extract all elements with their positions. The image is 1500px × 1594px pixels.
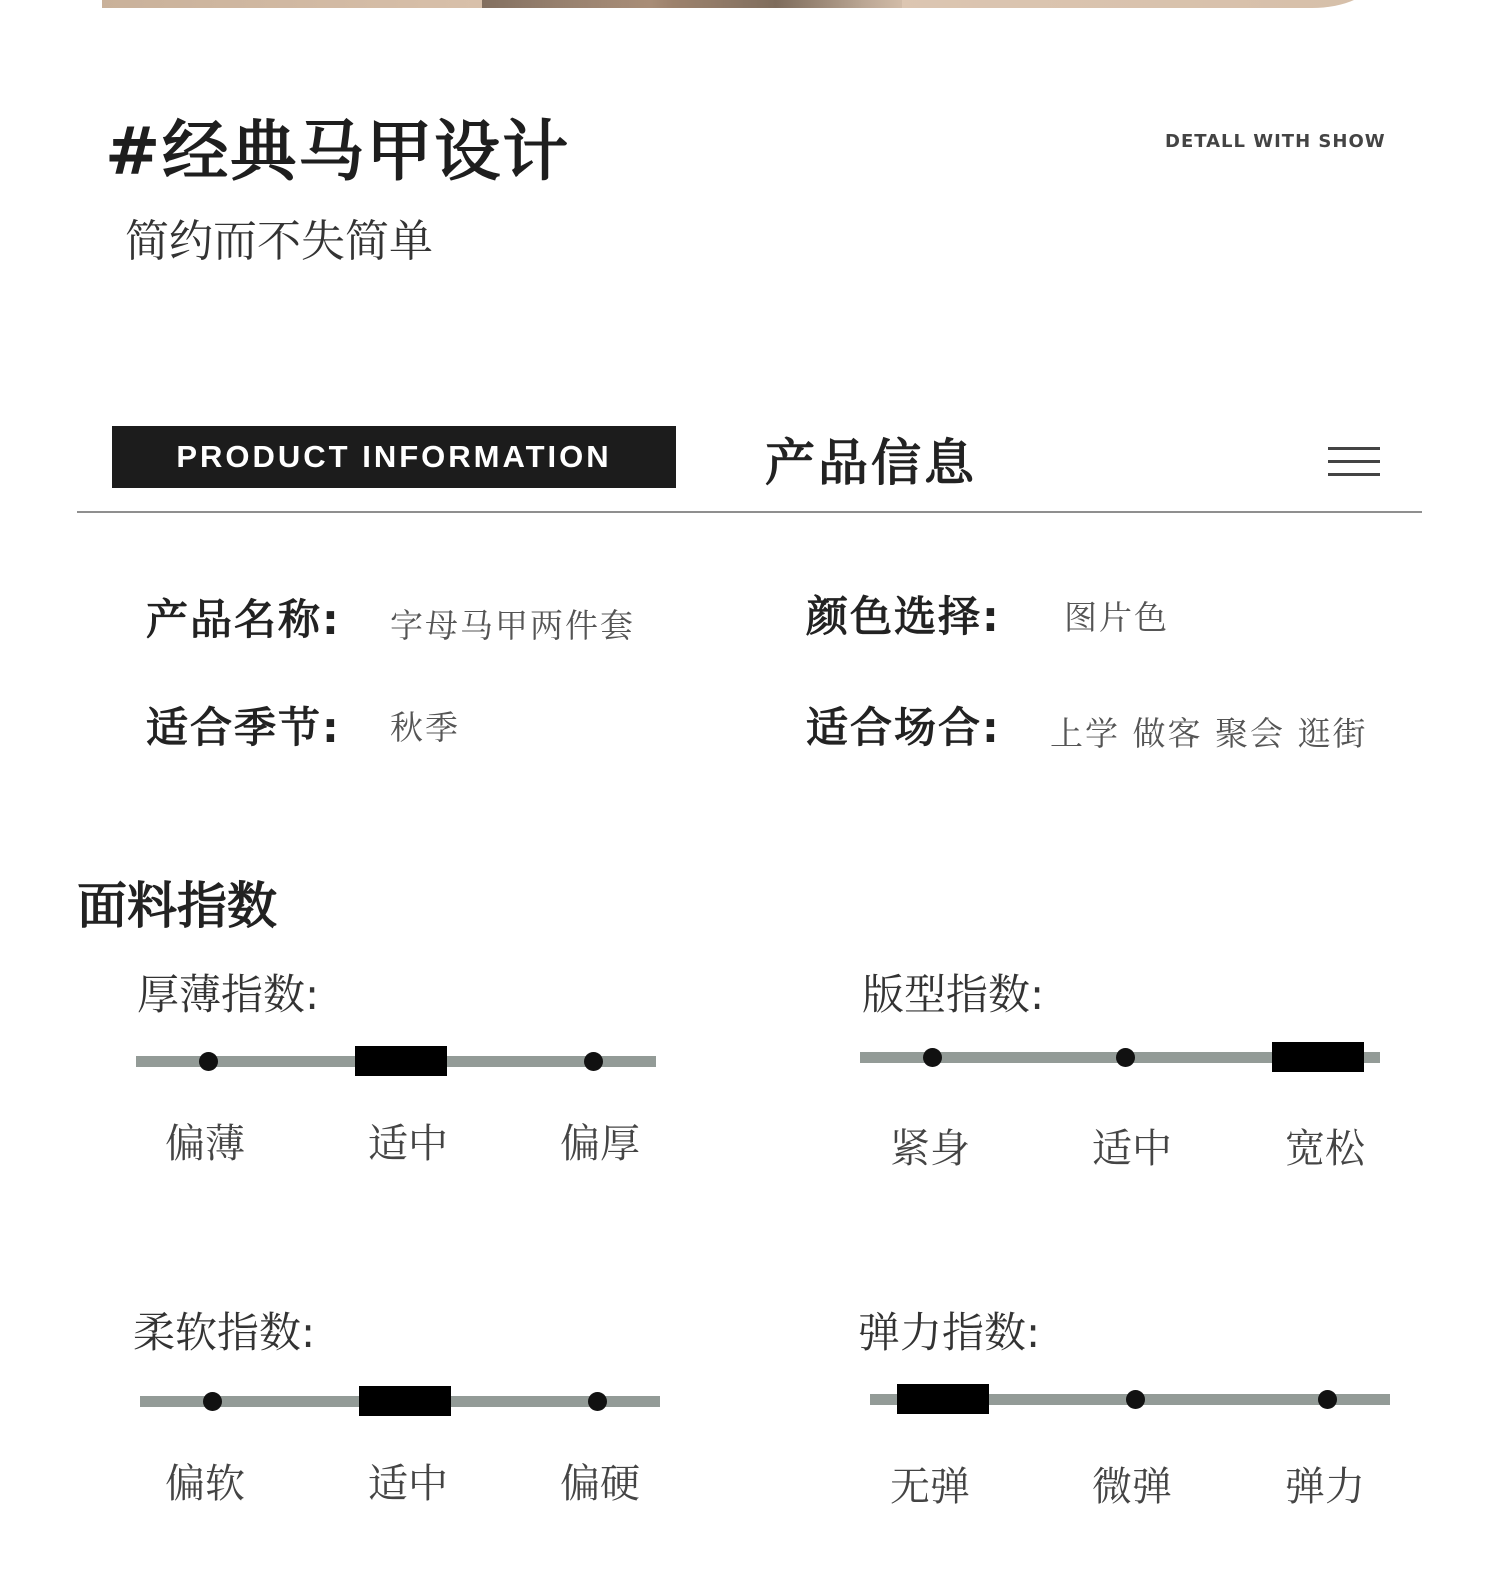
gauge-selected-marker <box>355 1046 447 1076</box>
field-label-color: 颜色选择: <box>806 592 1001 641</box>
gauge-thickness-option-0: 偏薄 <box>165 1121 245 1167</box>
gauge-elasticity <box>870 1380 1390 1420</box>
product-info-heading: 产品信息 <box>765 434 977 492</box>
gauge-softness-option-1: 适中 <box>368 1461 448 1507</box>
gauge-stop-dot <box>588 1392 607 1411</box>
gauge-fit <box>860 1038 1380 1078</box>
gauge-thickness <box>136 1042 656 1082</box>
gauge-elasticity-option-0: 无弹 <box>890 1464 970 1510</box>
gauge-title-fit: 版型指数: <box>862 970 1045 1019</box>
field-value-name: 字母马甲两件套 <box>390 606 635 645</box>
gauge-stop-dot <box>584 1052 603 1071</box>
gauge-fit-option-1: 适中 <box>1092 1126 1172 1172</box>
gauge-fit-option-2: 宽松 <box>1285 1126 1365 1172</box>
gauge-thickness-option-1: 适中 <box>368 1121 448 1167</box>
field-label-name: 产品名称: <box>146 595 341 644</box>
hamburger-menu-icon[interactable] <box>1328 447 1380 477</box>
gauge-title-softness: 柔软指数: <box>133 1308 316 1357</box>
field-value-color: 图片色 <box>1064 598 1169 637</box>
gauge-stop-dot <box>1126 1390 1145 1409</box>
gauge-elasticity-option-2: 弹力 <box>1285 1464 1365 1510</box>
gauge-thickness-option-2: 偏厚 <box>560 1121 640 1167</box>
gauge-selected-marker <box>897 1384 989 1414</box>
gauge-selected-marker <box>1272 1042 1364 1072</box>
gauge-stop-dot <box>203 1392 222 1411</box>
top-photo-strip <box>102 0 1372 8</box>
gauge-stop-dot <box>199 1052 218 1071</box>
field-label-occasion: 适合场合: <box>806 703 1001 752</box>
page-subtitle: 简约而不失简单 <box>125 216 433 267</box>
product-info-banner-label: PRODUCT INFORMATION <box>176 439 612 474</box>
detail-tag: DETALL WITH SHOW <box>1165 131 1386 152</box>
gauge-softness-option-2: 偏硬 <box>560 1461 640 1507</box>
gauge-stop-dot <box>1116 1048 1135 1067</box>
product-info-banner <box>112 426 676 488</box>
field-value-season: 秋季 <box>390 708 460 747</box>
fabric-index-title: 面料指数 <box>77 877 277 935</box>
gauge-stop-dot <box>923 1048 942 1067</box>
gauge-softness-option-0: 偏软 <box>165 1461 245 1507</box>
gauge-title-thickness: 厚薄指数: <box>137 970 320 1019</box>
gauge-selected-marker <box>359 1386 451 1416</box>
section-divider <box>77 511 1422 513</box>
gauge-elasticity-option-1: 微弹 <box>1092 1464 1172 1510</box>
gauge-title-elasticity: 弹力指数: <box>858 1308 1041 1357</box>
gauge-fit-option-0: 紧身 <box>890 1126 970 1172</box>
field-label-season: 适合季节: <box>146 703 341 752</box>
field-value-occasion: 上学 做客 聚会 逛街 <box>1050 714 1368 753</box>
page-title: #经典马甲设计 <box>105 113 571 190</box>
gauge-softness <box>140 1382 660 1422</box>
gauge-stop-dot <box>1318 1390 1337 1409</box>
